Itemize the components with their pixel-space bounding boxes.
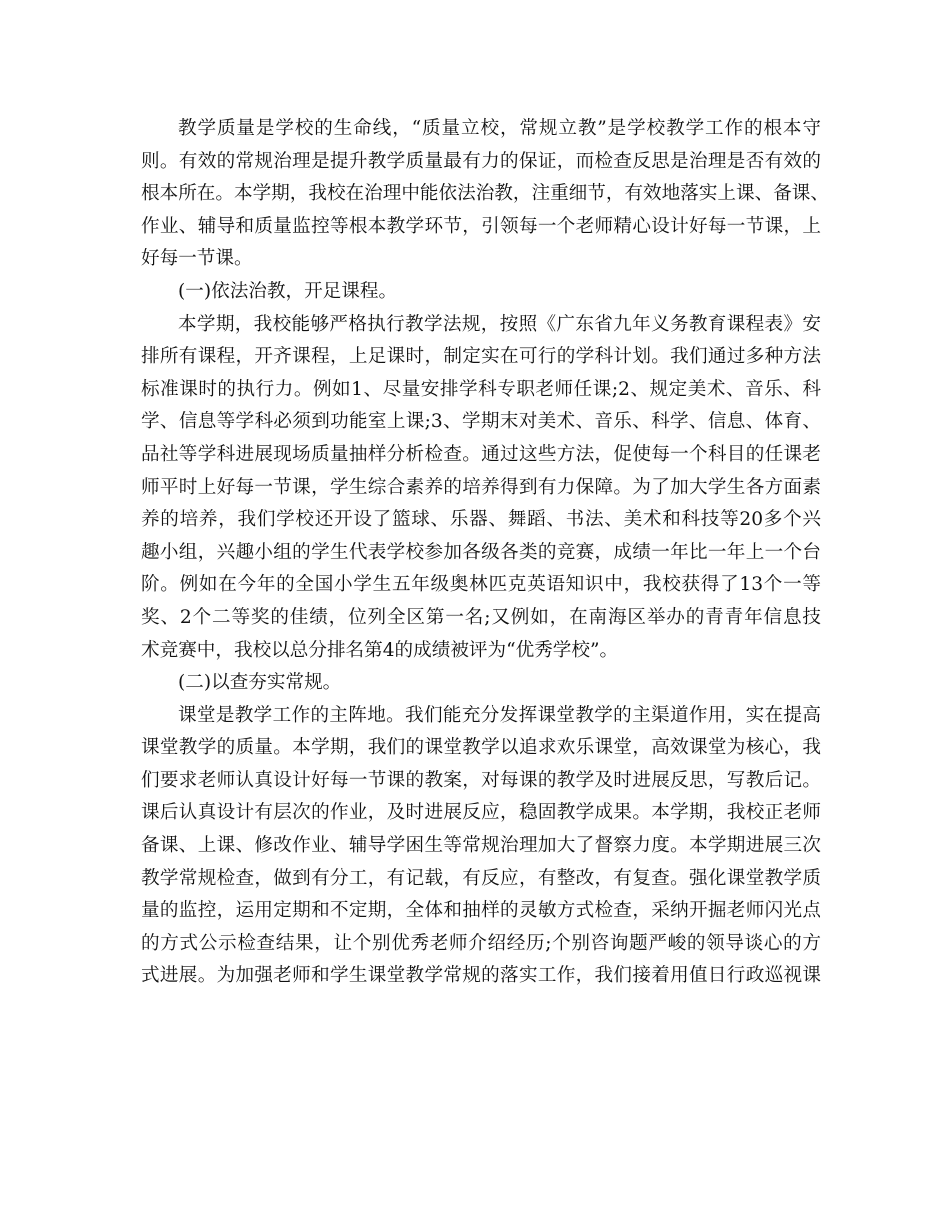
text-line: 师平时上好每一节课，学生综合素养的培养得到有力保障。为了加大学生各方面素 <box>141 476 821 498</box>
paragraph-intro <box>141 113 829 276</box>
text-line: 奖、2个二等奖的佳绩，位列全区第一名;又例如，在南海区举办的青青年信息技 <box>141 606 821 628</box>
text-line: 品社等学科进展现场质量抽样分析检查。通过这些方法，促使每一个科目的任课老 <box>141 443 821 465</box>
paragraph-section-1 <box>141 309 821 668</box>
text-line: 标准课时的执行力。例如1、尽量安排学科专职老师任课;2、规定美术、音乐、科 <box>141 378 821 400</box>
text-line: 量的监控，运用定期和不定期，全体和抽样的灵敏方式检查，采纳开掘老师闪光点 <box>141 900 821 922</box>
text-line: 术竞赛中，我校以总分排名第4的成绩被评为“优秀学校”。 <box>141 639 619 661</box>
text-line: 本学期，我校能够严格执行教学法规，按照《广东省九年义务教育课程表》安 <box>178 313 821 335</box>
heading-text: (二)以查夯实常规。 <box>178 672 342 694</box>
text-line: 们要求老师认真设计好每一节课的教案，对每课的教学及时进展反思，写教后记。 <box>141 769 821 791</box>
paragraph-section-2 <box>141 700 821 993</box>
text-line: 式进展。为加强老师和学生课堂教学常规的落实工作，我们接着用值日行政巡视课 <box>141 965 821 987</box>
text-line: 则。有效的常规治理是提升教学质量最有力的保证，而检查反思是治理是否有效的 <box>141 150 821 172</box>
section-heading-2 <box>141 667 821 700</box>
text-line: 好每一节课。 <box>141 248 253 270</box>
text-line: 阶。例如在今年的全国小学生五年级奥林匹克英语知识中，我校获得了13个一等 <box>141 574 821 596</box>
document-body <box>141 113 829 993</box>
text-line: 备课、上课、修改作业、辅导学困生等常规治理加大了督察力度。本学期进展三次 <box>141 835 821 857</box>
text-line: 排所有课程，开齐课程，上足课时，制定实在可行的学科计划。我们通过多种方法 <box>141 346 821 368</box>
text-line: 课堂教学的质量。本学期，我们的课堂教学以追求欢乐课堂，高效课堂为核心，我 <box>141 737 821 759</box>
section-heading-1 <box>141 276 821 309</box>
text-line: 教学质量是学校的生命线，“质量立校，常规立教”是学校教学工作的根本守 <box>178 118 821 139</box>
text-line: 根本所在。本学期，我校在治理中能依法治教，注重细节，有效地落实上课、备课、 <box>141 183 829 205</box>
text-line: 课后认真设计有层次的作业，及时进展反应，稳固教学成果。本学期，我校正老师 <box>141 802 821 824</box>
text-line: 课堂是教学工作的主阵地。我们能充分发挥课堂教学的主渠道作用，实在提高 <box>178 704 821 726</box>
heading-text: (一)依法治教，开足课程。 <box>178 280 398 302</box>
text-line: 教学常规检查，做到有分工，有记载，有反应，有整改，有复查。强化课堂教学质 <box>141 867 821 889</box>
text-line: 的方式公示检查结果，让个别优秀老师介绍经历;个别咨询题严峻的领导谈心的方 <box>141 932 821 954</box>
text-line: 作业、辅导和质量监控等根本教学环节，引领每一个老师精心设计好每一节课，上 <box>141 215 821 237</box>
text-line: 趣小组，兴趣小组的学生代表学校参加各级各类的竞赛，成绩一年比一年上一个台 <box>141 541 821 563</box>
text-line: 养的培养，我们学校还开设了篮球、乐器、舞蹈、书法、美术和科技等20多个兴 <box>141 509 821 531</box>
text-line: 学、信息等学科必须到功能室上课;3、学期末对美术、音乐、科学、信息、体育、 <box>141 411 821 433</box>
